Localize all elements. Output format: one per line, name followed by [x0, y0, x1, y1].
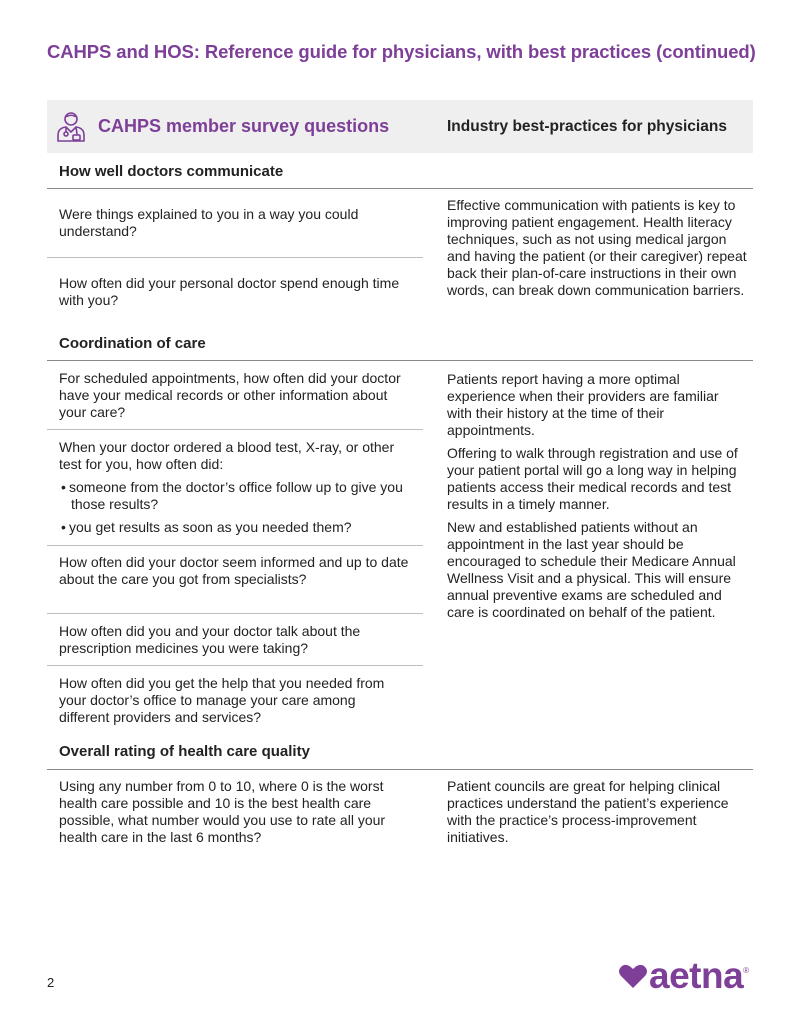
logo-wordmark: aetna: [649, 955, 744, 996]
question: Were things explained to you in a way you could understand?: [59, 206, 359, 239]
registered-mark: ®: [743, 966, 750, 975]
bullet-icon: •: [61, 479, 66, 495]
best-practice-paragraph: Effective communication with patients is key to improving patient engagement. Health literacy techniques, such as not using medical jargon and having the patient (or their caregiver) repeat back their plan-of-care instructions in their own words, can break down communication barriers.: [447, 197, 747, 298]
section-divider: [47, 188, 753, 189]
aetna-logo: [618, 956, 749, 996]
best-practice: [447, 778, 747, 852]
bullet-icon: •: [61, 519, 66, 535]
heart-icon: [618, 963, 648, 989]
question: How often did your personal doctor spend enough time with you?: [59, 275, 400, 308]
table-header: [47, 100, 753, 153]
question-text: When your doctor ordered a blood test, X-ray, or other test for you, how often did:: [59, 439, 395, 472]
best-practice-paragraph: Offering to walk through registration and use of your patient portal will go a long way in helping patients access their medical records and test results in a timely manner.: [447, 445, 738, 512]
page-title: CAHPS and HOS: Reference guide for physicians, with best practices (continued): [47, 41, 756, 62]
best-practice-paragraph: New and established patients without an appointment in the last year should be encouraged to schedule their Medicare Annual Wellness Visit and a physical. This will ensure annual preventive exams are scheduled and care is coordinated on behalf of the patient.: [447, 519, 736, 620]
best-practice: [447, 197, 747, 305]
question: How often did you and your doctor talk about the prescription medicines you were taking?: [59, 623, 361, 656]
doctor-person-icon: [56, 111, 86, 143]
question: Using any number from 0 to 10, where 0 is the worst health care possible and 10 is the best health care possible, what number would you use to rate all your health care in the last 6 months?: [59, 778, 386, 845]
row-divider: [47, 545, 423, 546]
table-header-practices: Industry best-practices for physicians: [447, 118, 727, 135]
section-title: How well doctors communicate: [59, 163, 284, 180]
question: How often did your doctor seem informed and up to date about the care you got from specialists?: [59, 554, 409, 587]
page-number: 2: [47, 975, 55, 990]
row-divider: [47, 665, 423, 666]
question: [59, 439, 409, 536]
table-header-questions: CAHPS member survey questions: [98, 116, 390, 136]
question: How often did you get the help that you needed from your doctor’s office to manage your care among different providers and services?: [59, 675, 385, 725]
question-subitem: • someone from the doctor’s office follow up to give you those results?: [61, 479, 403, 512]
section-title: Overall rating of health care quality: [59, 743, 310, 760]
best-practice-paragraph: Patient councils are great for helping clinical practices understand the patient’s experience with the practice’s process-improvement initiatives.: [447, 778, 729, 845]
row-divider: [47, 257, 423, 258]
best-practice-paragraph: Patients report having a more optimal experience when their providers are familiar with their history at the time of their appointments.: [447, 371, 719, 438]
section-divider: [47, 360, 753, 361]
best-practice: [447, 371, 747, 627]
section-title: Coordination of care: [59, 335, 206, 352]
section-divider: [47, 769, 753, 770]
question-subitem: • you get results as soon as you needed them?: [61, 519, 352, 535]
question: For scheduled appointments, how often did your doctor have your medical records or other information about your care?: [59, 370, 401, 420]
row-divider: [47, 429, 423, 430]
row-divider: [47, 613, 423, 614]
